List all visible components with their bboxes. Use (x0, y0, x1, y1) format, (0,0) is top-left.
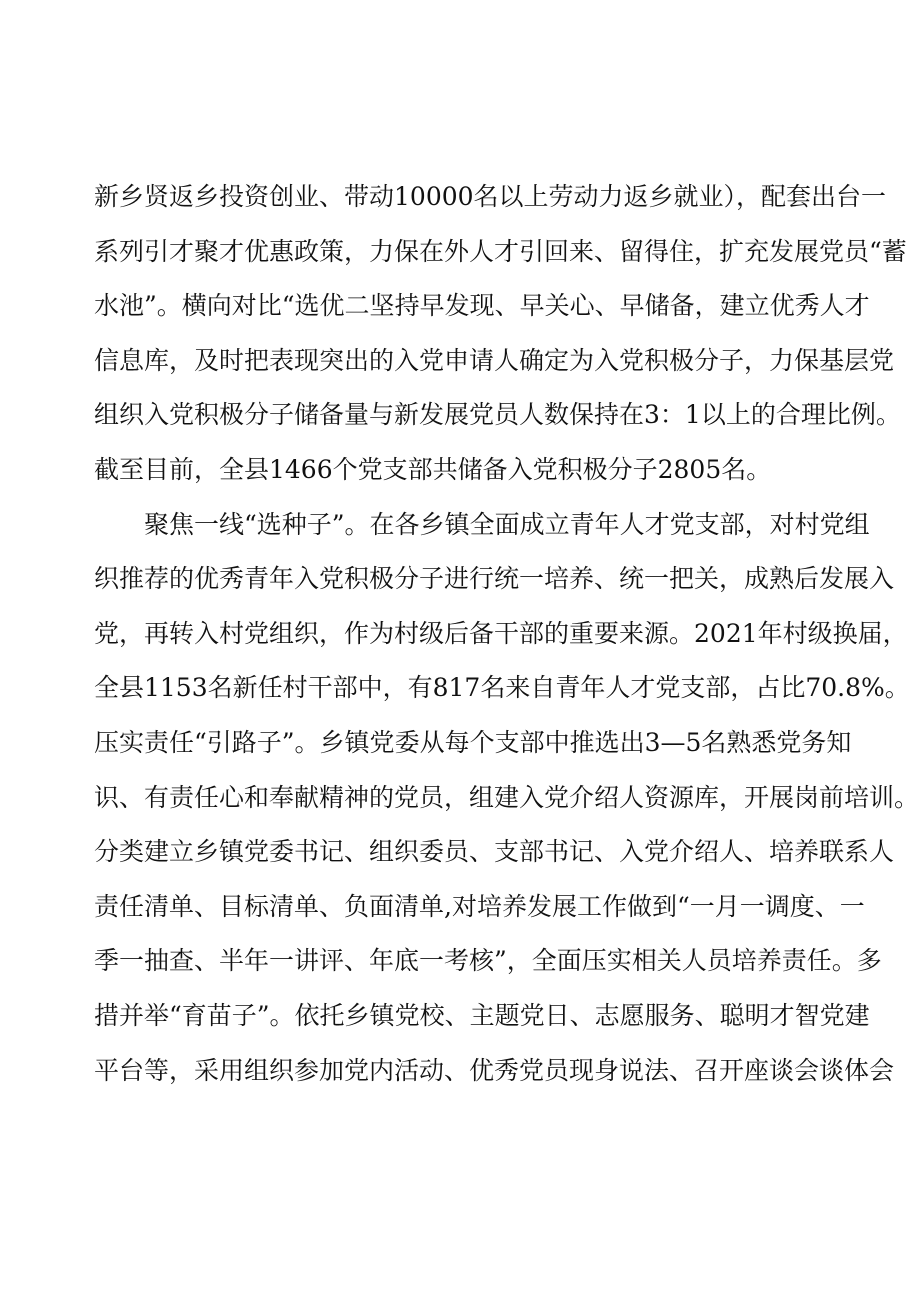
text-line: 党，再转入村党组织，作为村级后备干部的重要来源。2021年村级换届， (94, 618, 908, 648)
text-line: 水池”。横向对比“选优二坚持早发现、早关心、早储备，建立优秀人才 (94, 291, 870, 321)
text-line: 新乡贤返乡投资创业、带动10000名以上劳动力返乡就业），配套出台一 (94, 182, 887, 211)
text-line: 织推荐的优秀青年入党积极分子进行统一培养、统一把关，成熟后发展入 (94, 564, 895, 594)
text-line: 组织入党积极分子储备量与新发展党员人数保持在3：1以上的合理比例。 (94, 400, 901, 430)
text-line: 分类建立乡镇党委书记、组织委员、支部书记、入党介绍人、培养联系人 (94, 837, 895, 867)
text-line: 截至目前，全县1466个党支部共储备入党积极分子2805名。 (94, 454, 772, 484)
text-line: 季一抽查、半年一讲评、年底一考核”，全面压实相关人员培养责任。多 (94, 946, 882, 976)
paragraph-start-line: 聚焦一线“选种子”。在各乡镇全面成立青年人才党支部，对村党组 (144, 509, 870, 539)
body-text (94, 170, 920, 1098)
text-line: 平台等，采用组织参加党内活动、优秀党员现身说法、召开座谈会谈体会 (94, 1055, 895, 1085)
text-line: 识、有责任心和奉献精神的党员，组建入党介绍人资源库，开展岗前培训。 (94, 782, 920, 812)
text-line: 压实责任“引路子”。乡镇党委从每个支部中推选出3—5名熟悉党务知 (94, 727, 852, 757)
text-line: 措并举“育苗子”。依托乡镇党校、主题党日、志愿服务、聪明才智党建 (94, 1000, 870, 1030)
text-line: 系列引才聚才优惠政策，力保在外人才引回来、留得住，扩充发展党员“蓄 (94, 236, 907, 266)
text-line: 信息库，及时把表现突出的入党申请人确定为入党积极分子，力保基层党 (94, 345, 895, 375)
text-line: 责任清单、目标清单、负面清单,对培养发展工作做到“一月一调度、一 (94, 891, 865, 921)
text-line: 全县1153名新任村干部中，有817名来自青年人才党支部，占比70.8%。 (94, 673, 910, 703)
